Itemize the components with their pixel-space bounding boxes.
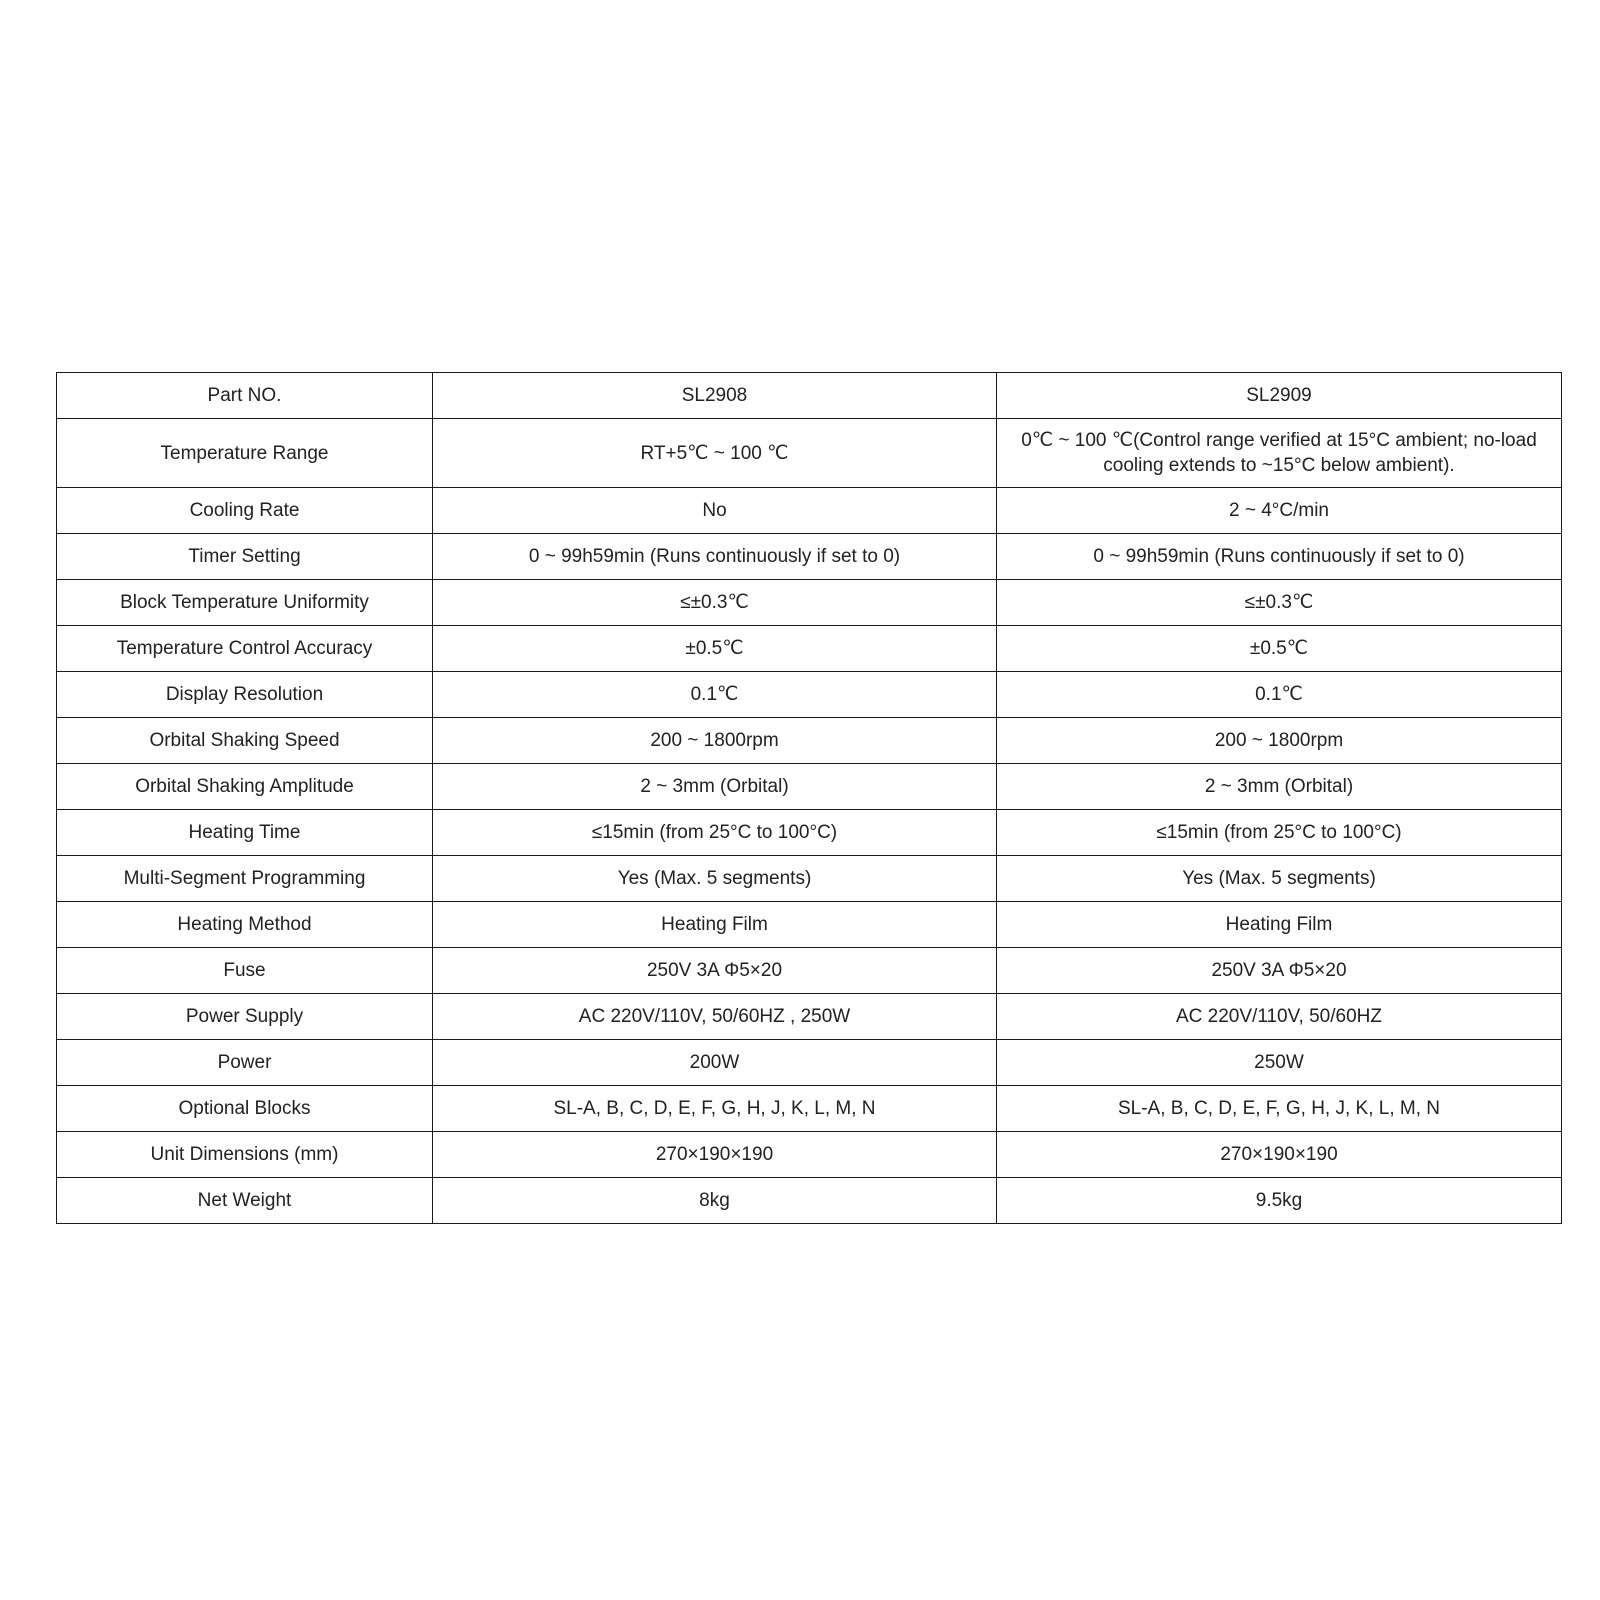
spec-value-sl2908: SL-A, B, C, D, E, F, G, H, J, K, L, M, N: [433, 1086, 997, 1132]
spec-value-sl2909: 200 ~ 1800rpm: [997, 718, 1562, 764]
spec-label: Temperature Range: [57, 419, 433, 488]
spec-value-sl2908: 250V 3A Φ5×20: [433, 948, 997, 994]
table-row: [57, 994, 1562, 1040]
spec-value-sl2908: 270×190×190: [433, 1132, 997, 1178]
spec-value-sl2908: ≤15min (from 25°C to 100°C): [433, 810, 997, 856]
spec-table-body: [57, 373, 1562, 1224]
spec-value-sl2908: 0.1℃: [433, 672, 997, 718]
spec-label: Power Supply: [57, 994, 433, 1040]
spec-table: [56, 372, 1562, 1224]
spec-value-sl2908: 8kg: [433, 1178, 997, 1224]
spec-label: Part NO.: [57, 373, 433, 419]
spec-value-sl2908: 2 ~ 3mm (Orbital): [433, 764, 997, 810]
spec-value-sl2909: SL-A, B, C, D, E, F, G, H, J, K, L, M, N: [997, 1086, 1562, 1132]
spec-label: Block Temperature Uniformity: [57, 580, 433, 626]
spec-value-sl2909: 270×190×190: [997, 1132, 1562, 1178]
spec-label: Net Weight: [57, 1178, 433, 1224]
spec-value-sl2908: ≤±0.3℃: [433, 580, 997, 626]
spec-value-sl2908: Yes (Max. 5 segments): [433, 856, 997, 902]
spec-value-sl2909: 2 ~ 3mm (Orbital): [997, 764, 1562, 810]
spec-label: Orbital Shaking Speed: [57, 718, 433, 764]
spec-label: Orbital Shaking Amplitude: [57, 764, 433, 810]
spec-label: Heating Method: [57, 902, 433, 948]
spec-value-sl2908: RT+5℃ ~ 100 ℃: [433, 419, 997, 488]
table-row: [57, 1132, 1562, 1178]
table-row: [57, 419, 1562, 488]
spec-value-sl2909: ≤15min (from 25°C to 100°C): [997, 810, 1562, 856]
table-row: [57, 534, 1562, 580]
table-row: [57, 1086, 1562, 1132]
table-row: [57, 1040, 1562, 1086]
spec-label: Multi-Segment Programming: [57, 856, 433, 902]
table-row: [57, 810, 1562, 856]
table-row: [57, 856, 1562, 902]
spec-value-sl2909: 250V 3A Φ5×20: [997, 948, 1562, 994]
table-row: [57, 764, 1562, 810]
spec-label: Cooling Rate: [57, 488, 433, 534]
spec-value-sl2909: 2 ~ 4°C/min: [997, 488, 1562, 534]
spec-label: Optional Blocks: [57, 1086, 433, 1132]
spec-value-sl2909: ≤±0.3℃: [997, 580, 1562, 626]
table-row: [57, 580, 1562, 626]
spec-label: Display Resolution: [57, 672, 433, 718]
spec-label: Timer Setting: [57, 534, 433, 580]
spec-value-sl2909: SL2909: [997, 373, 1562, 419]
spec-value-sl2909: 0.1℃: [997, 672, 1562, 718]
spec-value-sl2909: Heating Film: [997, 902, 1562, 948]
spec-value-sl2909: ±0.5℃: [997, 626, 1562, 672]
spec-value-sl2908: SL2908: [433, 373, 997, 419]
spec-value-sl2908: Heating Film: [433, 902, 997, 948]
spec-label: Fuse: [57, 948, 433, 994]
spec-label: Power: [57, 1040, 433, 1086]
spec-label: Temperature Control Accuracy: [57, 626, 433, 672]
spec-value-sl2909: 250W: [997, 1040, 1562, 1086]
spec-value-sl2909: Yes (Max. 5 segments): [997, 856, 1562, 902]
spec-value-sl2909: 0℃ ~ 100 ℃(Control range verified at 15°C ambient; no-load cooling extends to ~15°C below ambient).: [997, 419, 1562, 488]
spec-value-sl2908: ±0.5℃: [433, 626, 997, 672]
spec-value-sl2908: AC 220V/110V, 50/60HZ , 250W: [433, 994, 997, 1040]
spec-value-sl2908: 200W: [433, 1040, 997, 1086]
table-row: [57, 948, 1562, 994]
spec-value-sl2909: 9.5kg: [997, 1178, 1562, 1224]
spec-value-sl2909: AC 220V/110V, 50/60HZ: [997, 994, 1562, 1040]
spec-value-sl2908: No: [433, 488, 997, 534]
table-row: [57, 626, 1562, 672]
table-row: [57, 718, 1562, 764]
table-row: [57, 902, 1562, 948]
table-row: [57, 672, 1562, 718]
table-row: [57, 373, 1562, 419]
spec-label: Unit Dimensions (mm): [57, 1132, 433, 1178]
spec-label: Heating Time: [57, 810, 433, 856]
table-row: [57, 488, 1562, 534]
spec-value-sl2908: 200 ~ 1800rpm: [433, 718, 997, 764]
spec-value-sl2908: 0 ~ 99h59min (Runs continuously if set to 0): [433, 534, 997, 580]
spec-value-sl2909: 0 ~ 99h59min (Runs continuously if set to 0): [997, 534, 1562, 580]
table-row: [57, 1178, 1562, 1224]
